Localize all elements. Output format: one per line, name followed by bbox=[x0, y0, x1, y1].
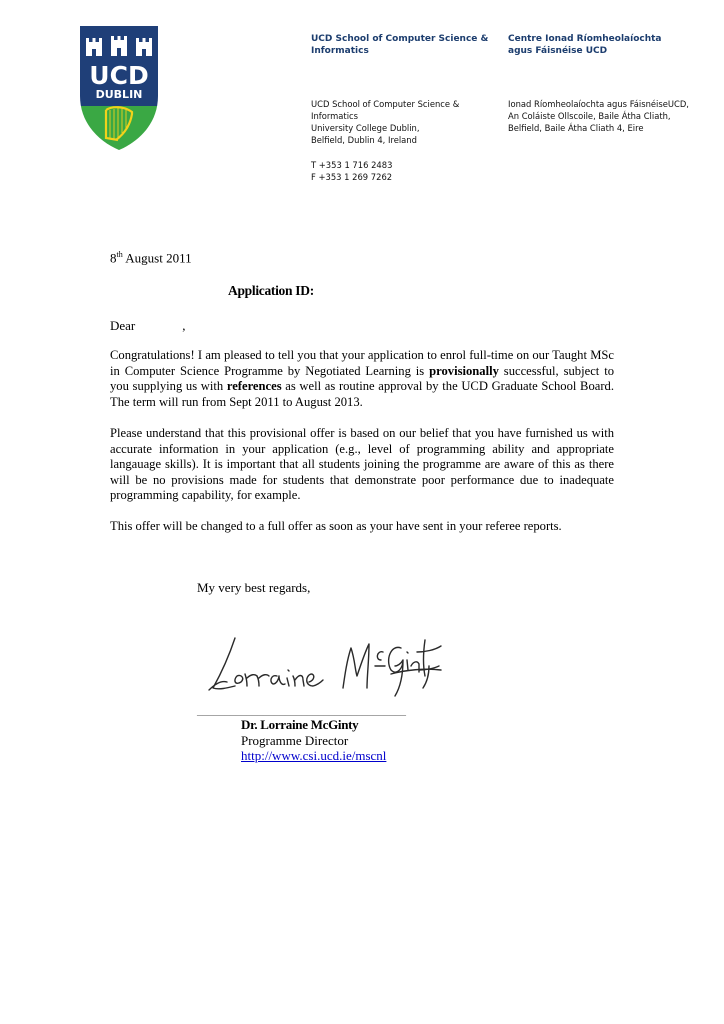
address-line: Belfield, Baile Átha Cliath 4, Eire bbox=[508, 123, 644, 133]
address-line: Belfield, Dublin 4, Ireland bbox=[311, 135, 417, 145]
handwritten-signature bbox=[205, 630, 445, 700]
letter-date bbox=[110, 250, 192, 266]
signature-line: ______________________________________ bbox=[197, 705, 406, 717]
p1-bold-references: references bbox=[226, 379, 282, 394]
header-address-ga bbox=[508, 98, 718, 134]
fax-number: F +353 1 269 7262 bbox=[311, 172, 393, 182]
p1-bold-provisionally: provisionally bbox=[429, 363, 499, 378]
salutation bbox=[110, 318, 186, 334]
address-line: An Coláiste Ollscoile, Baile Átha Cliath, bbox=[508, 111, 671, 121]
header-school-title-en bbox=[311, 33, 496, 57]
application-id-label: Application ID: bbox=[228, 283, 314, 298]
crest-ucd-text: UCD bbox=[89, 61, 149, 90]
header-contact bbox=[311, 159, 496, 183]
signature-block bbox=[241, 717, 386, 764]
closing-regards: My very best regards, bbox=[197, 580, 311, 595]
signer-title: Programme Director bbox=[241, 732, 349, 748]
date-day: 8 bbox=[110, 250, 117, 266]
salutation-comma: , bbox=[182, 318, 186, 333]
salutation-text: Dear bbox=[110, 318, 136, 333]
paragraph-full-offer: This offer will be changed to a full offer as soon as your have sent in your referee reports. bbox=[110, 519, 562, 533]
phone-number: T +353 1 716 2483 bbox=[311, 160, 393, 170]
p1-text-a: Congratulations! I am pleased to tell you that your application to enrol full-time on our Taught MSc in Computer Science Programme by Negotiated Learning is bbox=[110, 348, 614, 378]
p1-text-b: successful, subject to you supplying us with bbox=[110, 363, 614, 394]
paragraph-offer bbox=[110, 348, 614, 410]
programme-url-link[interactable]: http://www.csi.ucd.ie/mscnl bbox=[241, 748, 387, 763]
address-line: University College Dublin, bbox=[311, 123, 420, 133]
header-title-line: UCD School of Computer Science & bbox=[311, 34, 489, 44]
date-suffix: th bbox=[116, 250, 123, 259]
address-line: Ionad Ríomheolaíochta agus FáisnéiseUCD, bbox=[508, 99, 689, 109]
address-line: UCD School of Computer Science & bbox=[311, 99, 460, 109]
header-title-line: agus Fáisnéise UCD bbox=[508, 46, 608, 56]
crest-dublin-text: DUBLIN bbox=[95, 88, 143, 101]
p1-text-c: as well as routine approval by the UCD Graduate School Board. The term will run from Sept 2011 to August 2013. bbox=[110, 379, 614, 409]
paragraph-provisional-note: Please understand that this provisional offer is based on our belief that you have furnished us with accurate information in your application (e.g., level of programming ability and appropriate langauage skills). It is important that all students joining the programme are aware of this as there will be no provisions made for students that demonstrate poor performance due to inadequate programming capability, for example. bbox=[110, 426, 614, 503]
address-line: Informatics bbox=[311, 111, 359, 121]
header-school-title-ga bbox=[508, 33, 718, 57]
date-month-year: August 2011 bbox=[122, 250, 192, 266]
header-title-line: Informatics bbox=[311, 46, 369, 56]
ucd-crest-logo bbox=[78, 26, 160, 150]
header-address-en bbox=[311, 98, 496, 146]
header-title-line: Centre Ionad Ríomheolaíochta bbox=[508, 34, 662, 44]
signer-name: Dr. Lorraine McGinty bbox=[241, 717, 359, 732]
